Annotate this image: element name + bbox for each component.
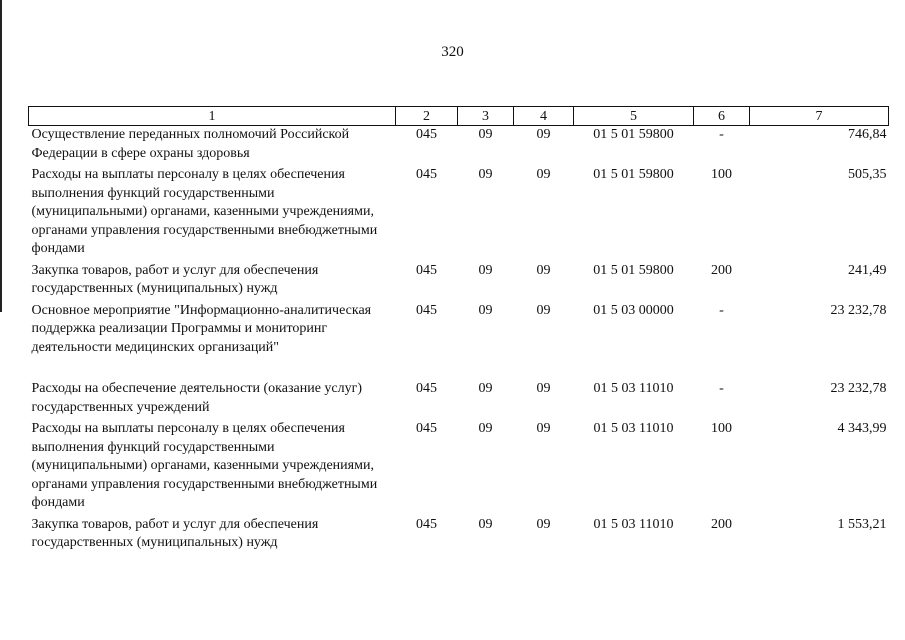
row-type: 100 <box>711 421 732 436</box>
row-section: 09 <box>478 516 493 532</box>
row-section: 09 <box>478 302 493 318</box>
table-row <box>29 420 889 516</box>
row-name: Закупка товаров, работ и услуг для обеспечения государственных (муниципальных) нужд <box>31 516 319 550</box>
row-section: 09 <box>478 167 493 182</box>
row-subsection: 09 <box>536 516 551 532</box>
row-code: 045 <box>416 262 437 278</box>
row-amount: 23 232,78 <box>830 302 887 318</box>
row-type: 200 <box>711 262 732 278</box>
column-header-5: 5 <box>574 107 694 126</box>
row-section: 09 <box>478 262 493 278</box>
row-subsection: 09 <box>536 302 551 318</box>
row-section: 09 <box>478 421 493 436</box>
row-code: 045 <box>416 127 437 142</box>
row-code: 045 <box>416 516 437 532</box>
row-subsection: 09 <box>536 167 551 182</box>
row-target: 01 5 01 59800 <box>593 127 674 142</box>
header-row <box>29 107 889 126</box>
table-row <box>29 262 889 302</box>
row-subsection: 09 <box>536 262 551 278</box>
row-code: 045 <box>416 421 437 436</box>
row-section: 09 <box>478 381 493 396</box>
row-type: 200 <box>711 516 732 532</box>
row-amount: 746,84 <box>848 127 887 142</box>
row-code: 045 <box>416 302 437 318</box>
row-amount: 505,35 <box>848 167 887 182</box>
column-header-2: 2 <box>396 107 458 126</box>
column-header-4: 4 <box>514 107 574 126</box>
row-target: 01 5 03 11010 <box>593 421 674 436</box>
spacer-cell <box>29 360 889 380</box>
table-row <box>29 380 889 420</box>
row-target: 01 5 03 11010 <box>593 516 674 532</box>
row-type: - <box>719 302 724 318</box>
row-subsection: 09 <box>536 127 551 142</box>
row-name: Основное мероприятие "Информационно-аналитическая поддержка реализации Программы и мониторинг деятельности медицинских организаций" <box>31 302 372 355</box>
column-header-3: 3 <box>458 107 514 126</box>
row-code: 045 <box>416 167 437 182</box>
row-target: 01 5 03 00000 <box>593 302 674 318</box>
row-name: Расходы на выплаты персоналу в целях обеспечения выполнения функций государственными (муниципальными) органами, казенными учреждениями, органами управления государственными внебюджетными фондами <box>31 421 378 510</box>
row-amount: 1 553,21 <box>837 516 887 532</box>
column-header-6: 6 <box>694 107 750 126</box>
table-row <box>29 516 889 556</box>
row-subsection: 09 <box>536 421 551 436</box>
row-type: - <box>719 381 724 396</box>
row-target: 01 5 03 11010 <box>593 381 674 396</box>
row-amount: 4 343,99 <box>837 421 887 436</box>
row-code: 045 <box>416 381 437 396</box>
row-type: - <box>719 127 724 142</box>
row-target: 01 5 01 59800 <box>593 167 674 182</box>
row-target: 01 5 01 59800 <box>593 262 674 278</box>
row-section: 09 <box>478 127 493 142</box>
row-name: Расходы на выплаты персоналу в целях обеспечения выполнения функций государственными (муниципальными) органами, казенными учреждениями, органами управления государственными внебюджетными фондами <box>31 167 378 256</box>
page-number: 320 <box>441 44 464 60</box>
row-name: Закупка товаров, работ и услуг для обеспечения государственных (муниципальных) нужд <box>31 262 319 296</box>
table-row <box>29 302 889 361</box>
row-name: Осуществление переданных полномочий Российской Федерации в сфере охраны здоровья <box>31 127 350 161</box>
column-header-1: 1 <box>29 107 396 126</box>
row-amount: 23 232,78 <box>830 381 887 396</box>
table-row <box>29 126 889 167</box>
row-name: Расходы на обеспечение деятельности (оказание услуг) государственных учреждений <box>31 381 363 415</box>
table-row <box>29 166 889 262</box>
row-type: 100 <box>711 167 732 182</box>
spacer-row <box>29 360 889 380</box>
row-amount: 241,49 <box>848 262 887 278</box>
budget-table <box>28 106 889 556</box>
column-header-7: 7 <box>750 107 889 126</box>
row-subsection: 09 <box>536 381 551 396</box>
